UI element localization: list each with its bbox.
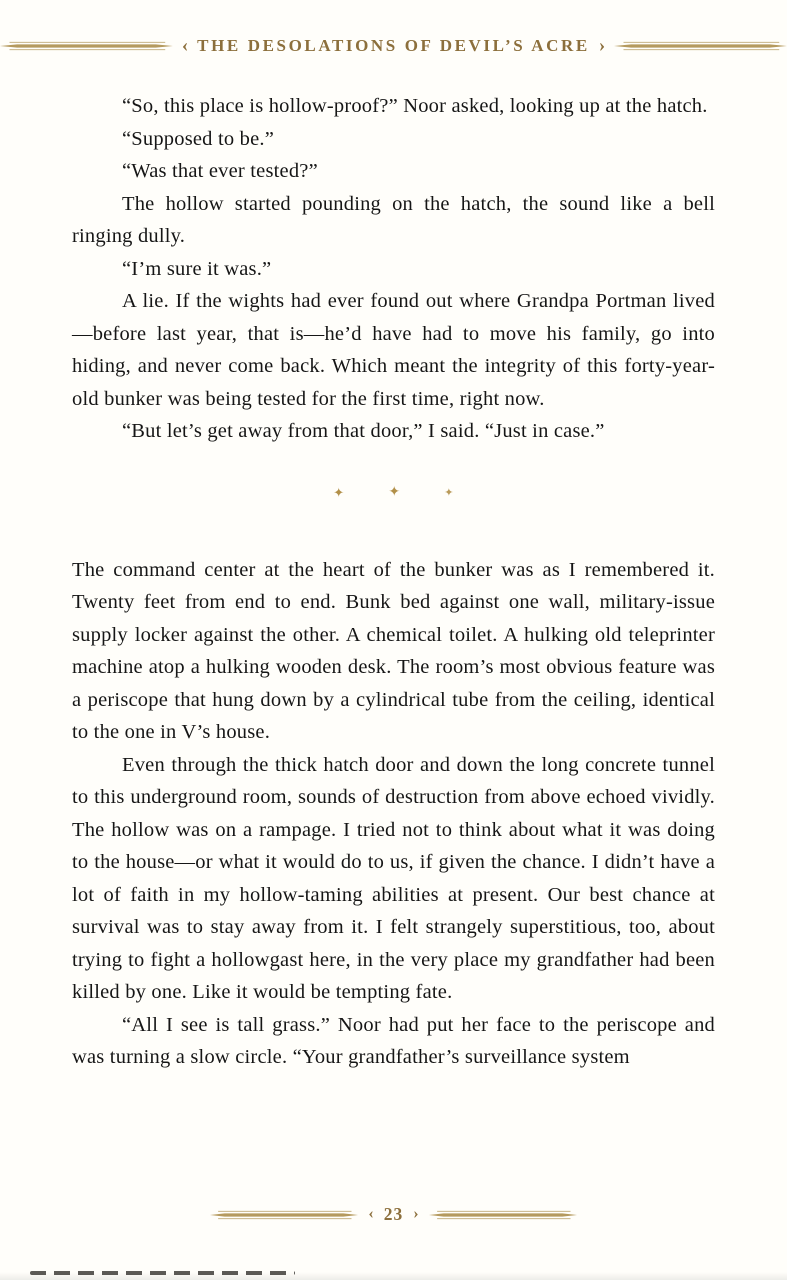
header-flourish-left-icon	[0, 41, 173, 51]
paragraph: The command center at the heart of the bunker was as I remembered it. Twenty feet from end to end. Bunk bed against one wall, military-issue supply locker against the other. A chemical toilet. A hulking old teleprinter machine atop a hulking wooden desk. The room’s most obvious feature was a periscope that hung down by a cylindrical tube from the ceiling, identical to the one in V’s house.	[72, 558, 715, 743]
section-break	[72, 485, 715, 501]
running-header	[0, 36, 787, 56]
page-footer	[0, 1204, 787, 1225]
paragraph: “So, this place is hollow-proof?” Noor asked, looking up at the hatch.	[122, 95, 708, 117]
footer-flourish-right-icon	[429, 1210, 577, 1220]
right-chevron-icon: ›	[413, 1204, 419, 1222]
paragraph: “Was that ever tested?”	[122, 160, 318, 182]
diamond-ornament-icon: ✦	[388, 484, 401, 500]
paragraph: The hollow started pounding on the hatch, the sound like a bell ringing dully.	[72, 192, 715, 247]
left-chevron-icon: ‹	[368, 1204, 374, 1222]
header-flourish-right-icon	[614, 41, 787, 51]
footer-flourish-left-icon	[210, 1210, 358, 1220]
paragraph: “All I see is tall grass.” Noor had put her face to the periscope and was turning a slow circle. “Your grandfather’s surveillance system	[72, 1013, 715, 1068]
right-chevron-icon: ›	[598, 34, 606, 56]
diamond-ornament-icon: ✦	[333, 484, 345, 500]
running-header-title: THE DESOLATIONS OF DEVIL’S ACRE	[197, 36, 590, 55]
left-chevron-icon: ‹	[181, 34, 189, 56]
paragraph: “I’m sure it was.”	[122, 257, 272, 280]
page-bottom-shade	[0, 1272, 787, 1280]
paragraph: “Supposed to be.”	[122, 127, 274, 150]
diamond-ornament-icon: ✦	[444, 486, 454, 499]
page-body	[72, 90, 715, 1074]
paragraph: Even through the thick hatch door and down the long concrete tunnel to this underground room, sounds of destruction from above echoed vividly. The hollow was on a rampage. I tried not to think about what it was doing to the house—or what it would do to us, if given the chance. I didn’t have a lot of faith in my hollow-taming abilities at present. Our best chance at survival was to stay away from it. I felt strangely superstitious, too, about trying to fight a hollowgast here, in the very place my grandfather had been killed by one. Like it would be tempting fate.	[72, 753, 715, 1003]
paragraph: A lie. If the wights had ever found out where Grandpa Portman lived—before last year, that is—he’d have had to move his family, go into hiding, and never come back. Which meant the integrity of this forty-year-old bunker was being tested for the first time, right now.	[72, 290, 715, 410]
paragraph: “But let’s get away from that door,” I said. “Just in case.”	[122, 420, 605, 442]
page-number: 23	[383, 1204, 404, 1224]
